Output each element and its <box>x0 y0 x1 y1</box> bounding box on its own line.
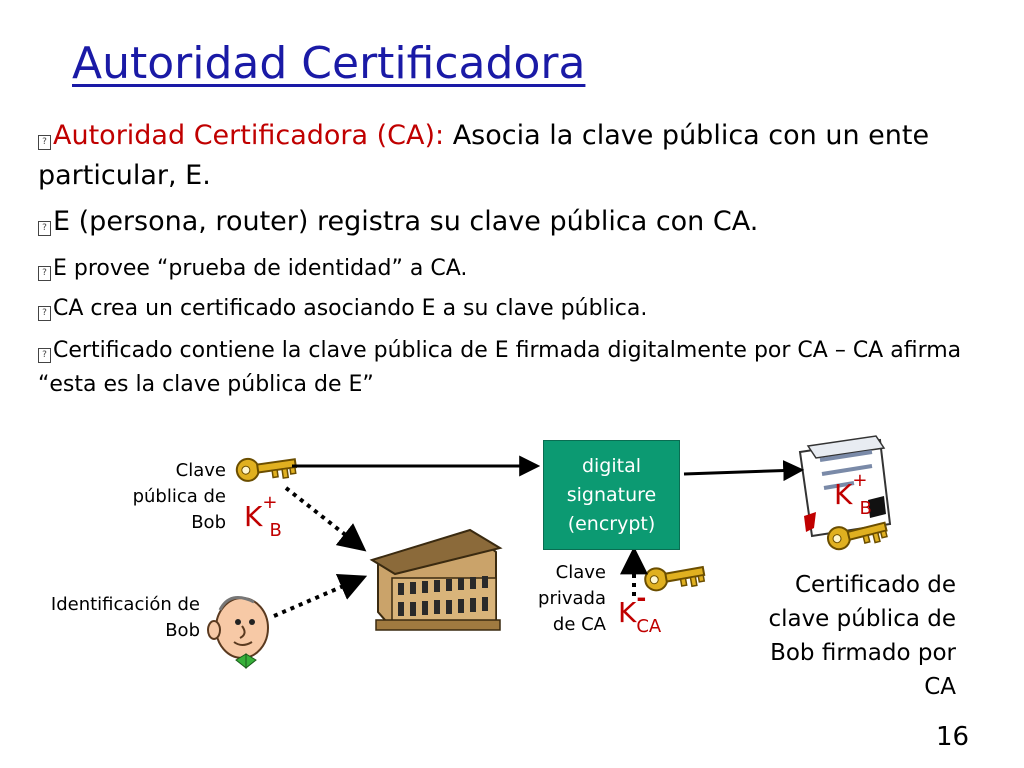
ca-private-key-icon <box>643 560 705 594</box>
bullet-icon: ? <box>38 135 51 150</box>
bullet-icon: ? <box>38 221 51 236</box>
private-key-label: Clave privada de CA <box>538 562 606 635</box>
bullet-4-text: CA crea un certificado asociando E a su clave pública. <box>53 296 648 321</box>
arrow-identity-to-ca <box>274 578 362 616</box>
certificate-label: Certificado de clave pública de Bob firmado por CA <box>768 572 956 700</box>
bob-public-key-icon <box>235 452 297 484</box>
arrow-signature-to-certificate <box>684 470 800 474</box>
bullet-icon: ? <box>38 306 51 321</box>
bullet-2-text: E (persona, router) registra su clave pública con CA. <box>53 206 759 237</box>
digital-signature-box: digital signature (encrypt) <box>543 440 680 550</box>
slide-title: Autoridad Certificadora <box>72 38 586 89</box>
public-key-symbol: K+B <box>244 492 282 541</box>
bullet-3-text: E provee “prueba de identidad” a CA. <box>53 256 468 281</box>
private-key-symbol: K-CA <box>618 584 662 637</box>
certificate-key-symbol: K+B <box>834 470 872 519</box>
bullet-1-term: Autoridad Certificadora (CA): <box>53 120 445 151</box>
bob-face-icon <box>208 598 268 669</box>
bullet-icon: ? <box>38 266 51 281</box>
public-key-label: Clave pública de Bob <box>132 460 226 533</box>
bullet-1-text: Asocia la clave pública con un ente particular, E. <box>38 120 930 191</box>
bullet-5-text: Certificado contiene la clave pública de E firmada digitalmente por CA – CA afirma “esta es la clave pública de E” <box>38 338 962 397</box>
bullet-icon: ? <box>38 348 51 363</box>
ca-building-icon <box>372 530 500 630</box>
arrow-key-to-ca <box>286 488 362 548</box>
identity-label: Identificación de Bob <box>50 594 200 641</box>
page-number: 16 <box>936 722 970 752</box>
